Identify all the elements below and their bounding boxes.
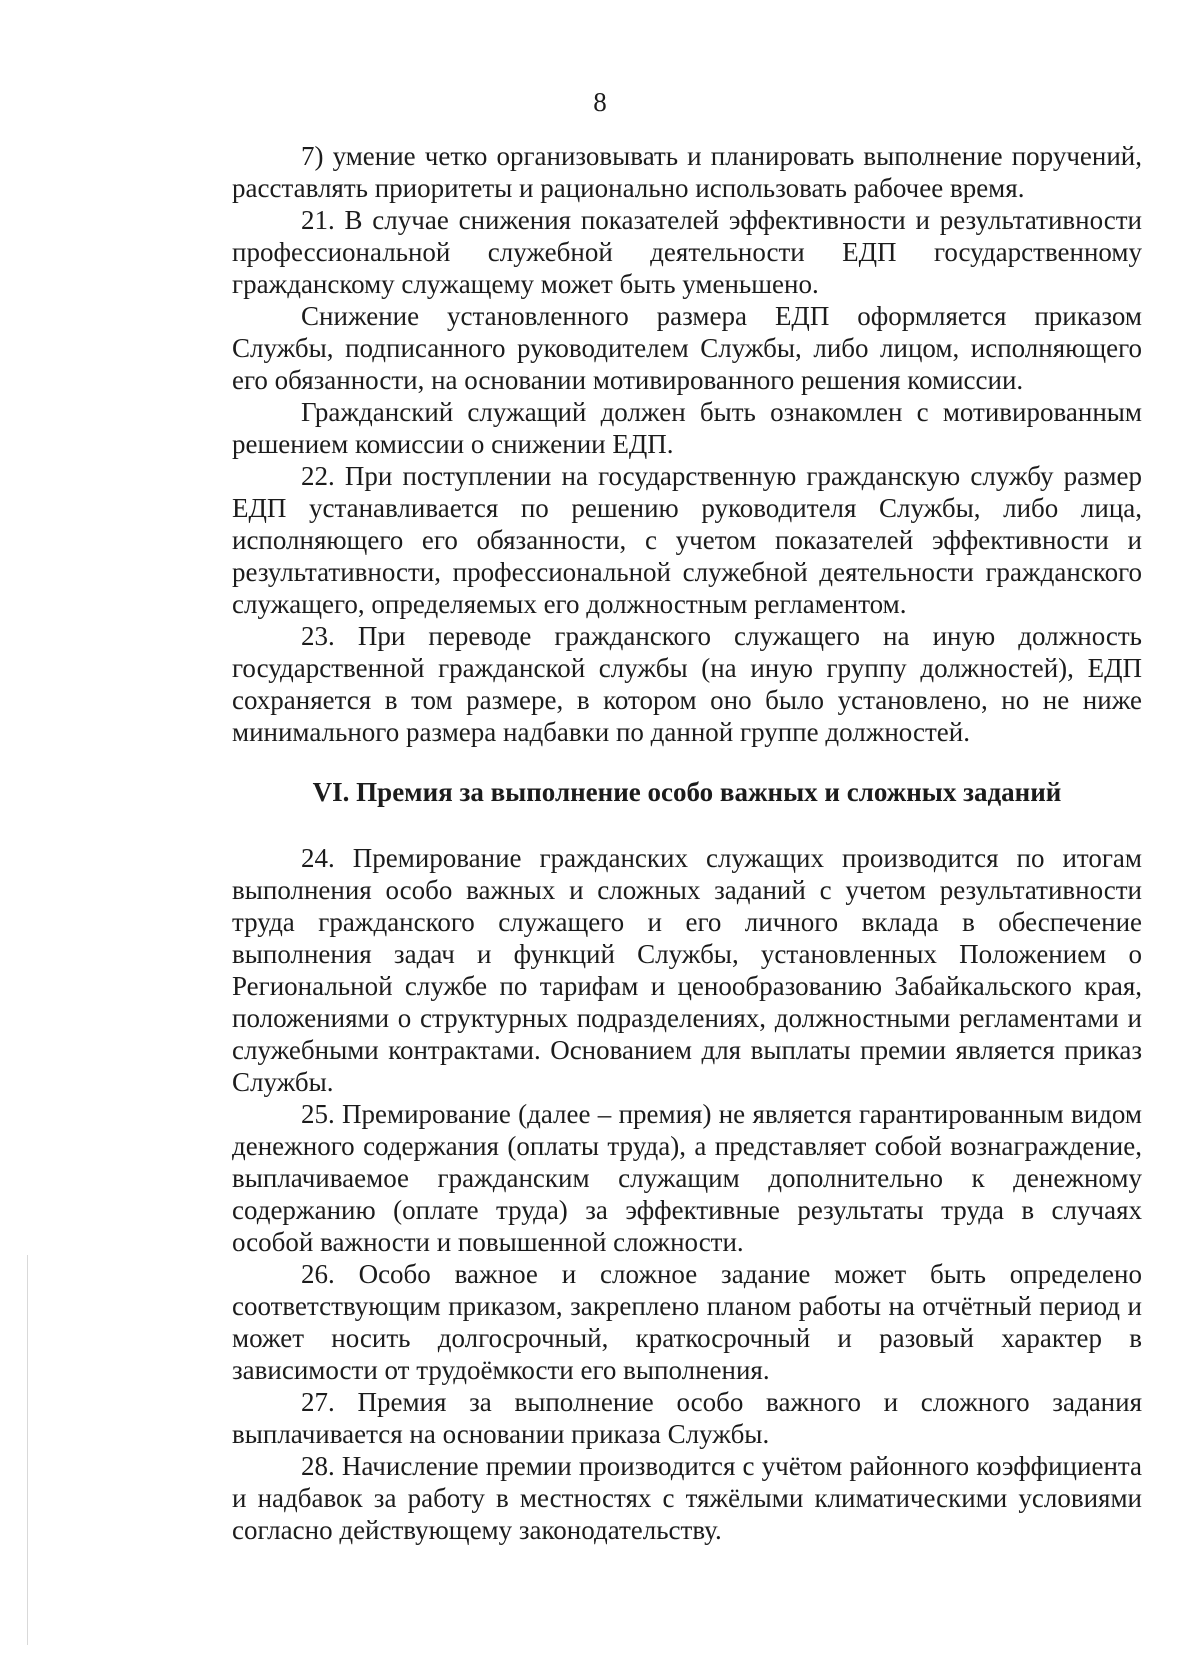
document-body bbox=[232, 140, 1142, 1546]
paragraph-item-7: 7) умение четко организовывать и планировать выполнение поручений, расставлять приоритеты и рационально использовать рабочее время. bbox=[232, 141, 1142, 203]
paragraph-23: 23. При переводе гражданского служащего на иную должность государственной гражданской службы (на иную группу должностей), ЕДП сохраняется в том размере, в котором оно было установлено, но не ниже минимального размера надбавки по данной группе должностей. bbox=[232, 621, 1142, 747]
paragraph-28: 28. Начисление премии производится с учётом районного коэффициента и надбавок за работу в местностях с тяжёлыми климатическими условиями согласно действующему законодательству. bbox=[232, 1451, 1142, 1545]
paragraph-21-acquaint: Гражданский служащий должен быть ознакомлен с мотивированным решением комиссии о снижении ЕДП. bbox=[232, 397, 1142, 459]
paragraph-25: 25. Премирование (далее – премия) не является гарантированным видом денежного содержания (оплаты труда), а представляет собой вознаграждение, выплачиваемое гражданским служащим дополнительно к денежному содержанию (оплате труда) за эффективные результаты труда в случаях особой важности и повышенной сложности. bbox=[232, 1099, 1142, 1257]
paragraph-24: 24. Премирование гражданских служащих производится по итогам выполнения особо важных и сложных заданий с учетом результативности труда гражданского служащего и его личного вклада в обеспечение выполнения задач и функций Службы, установленных Положением о Региональной службе по тарифам и ценообразованию Забайкальского края, положениями о структурных подразделениях, должностными регламентами и служебными контрактами. Основанием для выплаты премии является приказ Службы. bbox=[232, 843, 1142, 1097]
page-number: 8 bbox=[593, 87, 607, 117]
paragraph-21: 21. В случае снижения показателей эффективности и результативности профессиональной служебной деятельности ЕДП государственному гражданскому служащему может быть уменьшено. bbox=[232, 205, 1142, 299]
paragraph-22: 22. При поступлении на государственную гражданскую службу размер ЕДП устанавливается по решению руководителя Службы, либо лица, исполняющего его обязанности, с учетом показателей эффективности и результативности, профессиональной служебной деятельности гражданского служащего, определяемых его должностным регламентом. bbox=[232, 461, 1142, 619]
section-heading: VI. Премия за выполнение особо важных и сложных заданий bbox=[312, 777, 1062, 807]
paragraph-27: 27. Премия за выполнение особо важного и сложного задания выплачивается на основании приказа Службы. bbox=[232, 1387, 1142, 1449]
paragraph-26: 26. Особо важное и сложное задание может быть определено соответствующим приказом, закреплено планом работы на отчётный период и может носить долгосрочный, краткосрочный и разовый характер в зависимости от трудоёмкости его выполнения. bbox=[232, 1259, 1142, 1385]
paragraph-21-reduction: Снижение установленного размера ЕДП оформляется приказом Службы, подписанного руководителем Службы, либо лицом, исполняющего его обязанности, на основании мотивированного решения комиссии. bbox=[232, 301, 1142, 395]
scan-edge-line bbox=[27, 1255, 28, 1645]
